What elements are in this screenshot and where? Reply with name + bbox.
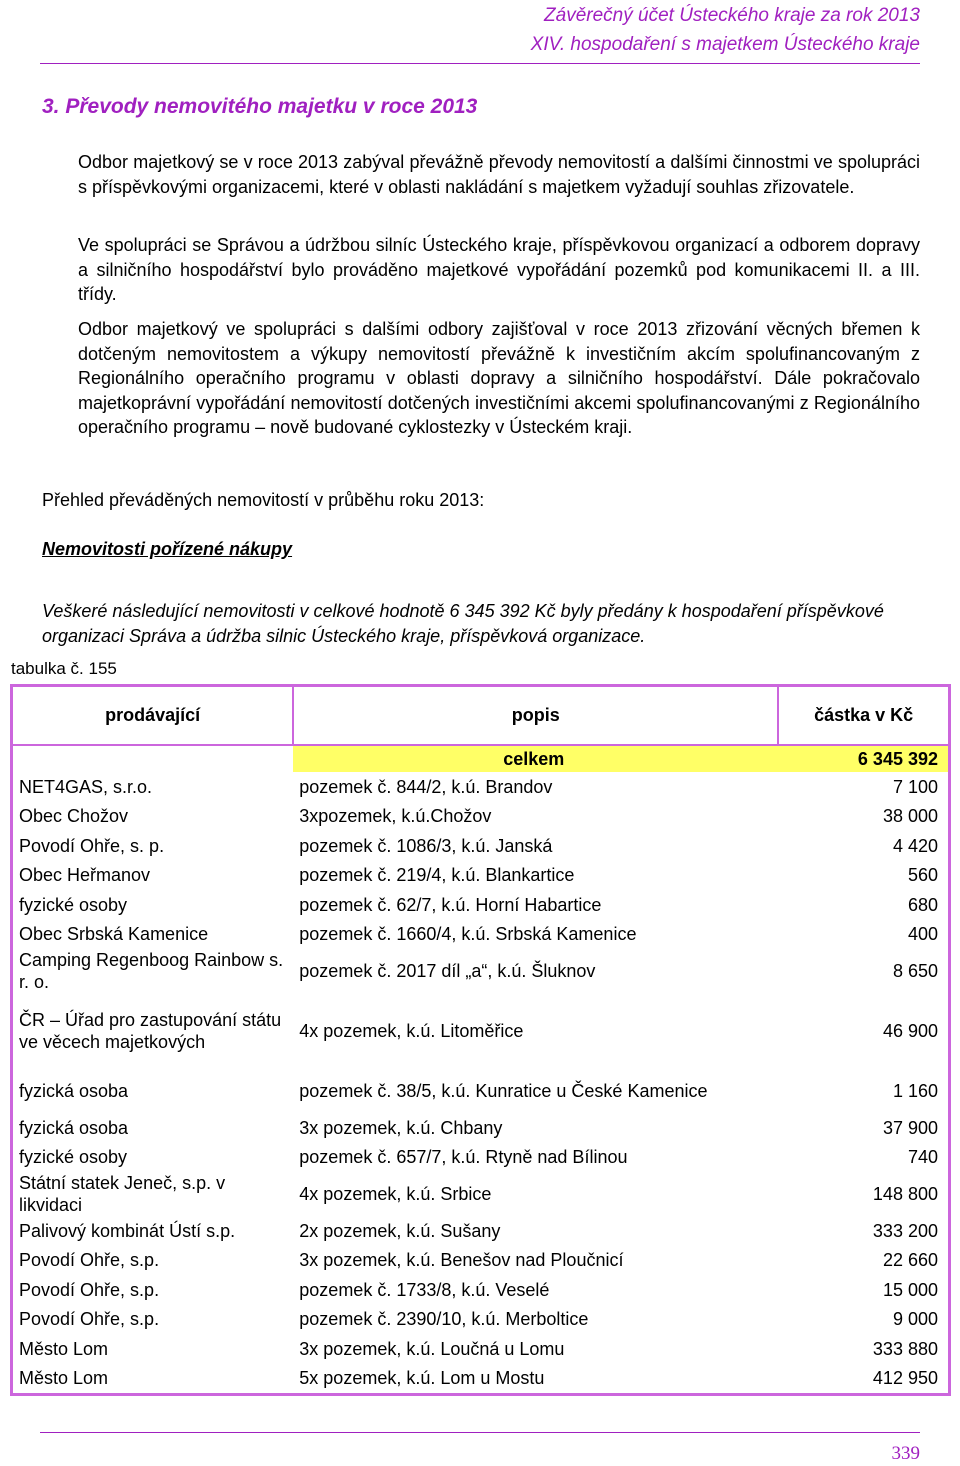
seller-cell: Státní statek Jeneč, s.p. v likvidaci <box>19 1173 226 1215</box>
description-cell: 3x pozemek, k.ú. Benešov nad Ploučnicí <box>299 1250 624 1271</box>
description-cell: pozemek č. 1086/3, k.ú. Janská <box>299 835 553 856</box>
seller-cell: Město Lom <box>19 1368 109 1389</box>
table-row <box>12 1275 950 1305</box>
seller-cell: Povodí Ohře, s. p. <box>19 835 165 856</box>
seller-cell: fyzické osoby <box>19 894 128 915</box>
section-title: 3. Převody nemovitého majetku v roce 2013 <box>42 95 478 118</box>
description-cell: pozemek č. 219/4, k.ú. Blankartice <box>299 865 575 886</box>
description-cell: 3x pozemek, k.ú. Loučná u Lomu <box>299 1338 565 1359</box>
table-label: tabulka č. 155 <box>11 659 117 678</box>
paragraph-3: Odbor majetkový ve spolupráci s dalšími odbory zajišťoval v roce 2013 zřizování věcných břemen k dotčeným nemovitostem a výkupy nemovitostí převážně k investičním akcím spolufinancovaným z Regionálního operačního programu v oblasti dopravy a silničního hospodářství. Dále pokračovalo majetkoprávní vypořádání nemovitostí dotčených investičními akcemi spolufinancovanými z Regionálního operačního programu – nově budované cyklostezky v Ústeckém kraji. <box>78 319 920 437</box>
seller-cell: Obec Srbská Kamenice <box>19 924 209 945</box>
paragraph-2: Ve spolupráci se Správou a údržbou silníc Ústeckého kraje, příspěvkovou organizací a odborem dopravy a silničního hospodářství bylo prováděno majetkové vypořádání pozemků pod komunikacemi II. a III. třídy. <box>78 235 920 304</box>
description-cell: 5x pozemek, k.ú. Lom u Mostu <box>299 1368 545 1389</box>
page-number: 339 <box>891 1443 920 1464</box>
amount-cell: 46 900 <box>882 1021 938 1041</box>
footer-divider <box>40 1432 920 1433</box>
seller-cell: NET4GAS, s.r.o. <box>19 776 153 797</box>
seller-cell: Povodí Ohře, s.p. <box>19 1309 160 1330</box>
table-header-row <box>12 686 950 746</box>
description-cell: pozemek č. 1733/8, k.ú. Veselé <box>299 1279 550 1300</box>
seller-cell: Obec Chožov <box>19 806 129 827</box>
table-row <box>12 1216 950 1246</box>
table-row <box>12 949 950 993</box>
table-total-row <box>12 746 950 772</box>
seller-cell: Město Lom <box>19 1338 109 1359</box>
description-cell: 4x pozemek, k.ú. Litoměřice <box>299 1021 524 1041</box>
header-seller: prodávající <box>12 686 294 746</box>
seller-cell: Obec Heřmanov <box>19 865 151 886</box>
header-chapter-title: XIV. hospodaření s majetkem Ústeckého kraje <box>530 34 920 55</box>
total-empty-cell <box>12 746 294 772</box>
subsection-title: Nemovitosti pořízené nákupy <box>42 539 293 559</box>
seller-cell: ČR – Úřad pro zastupování státu ve věcech majetkových <box>19 1010 282 1052</box>
amount-cell: 680 <box>907 894 938 915</box>
amount-cell: 148 800 <box>872 1184 938 1204</box>
amount-cell: 15 000 <box>882 1279 938 1300</box>
table-row <box>12 1069 950 1113</box>
amount-cell: 38 000 <box>882 806 938 827</box>
description-cell: pozemek č. 2390/10, k.ú. Merboltice <box>299 1309 589 1330</box>
description-cell: pozemek č. 62/7, k.ú. Horní Habartice <box>299 894 602 915</box>
description-cell: pozemek č. 2017 díl „a“, k.ú. Šluknov <box>299 961 596 981</box>
amount-cell: 22 660 <box>882 1250 938 1271</box>
amount-cell: 1 160 <box>892 1081 938 1101</box>
table-row <box>12 920 950 950</box>
amount-cell: 8 650 <box>892 961 938 981</box>
table-row <box>12 1246 950 1276</box>
amount-cell: 400 <box>907 924 938 945</box>
transfers-table <box>10 684 951 1396</box>
amount-cell: 333 200 <box>872 1220 938 1241</box>
table-row <box>12 1305 950 1335</box>
amount-cell: 333 880 <box>872 1338 938 1359</box>
seller-cell: fyzická osoba <box>19 1081 129 1101</box>
header-amount: částka v Kč <box>778 686 949 746</box>
seller-cell: Povodí Ohře, s.p. <box>19 1279 160 1300</box>
table-row <box>12 861 950 891</box>
header-doc-title: Závěrečný účet Ústeckého kraje za rok 2013 <box>544 5 920 26</box>
description-cell: pozemek č. 1660/4, k.ú. Srbská Kamenice <box>299 924 637 945</box>
table-row <box>12 772 950 802</box>
seller-cell: Palivový kombinát Ústí s.p. <box>19 1220 236 1241</box>
overview-text: Přehled převáděných nemovitostí v průběhu roku 2013: <box>42 490 485 510</box>
seller-cell: fyzická osoba <box>19 1117 129 1138</box>
table-row <box>12 1364 950 1395</box>
table-row <box>12 1113 950 1143</box>
description-cell: pozemek č. 844/2, k.ú. Brandov <box>299 776 553 797</box>
table-row <box>12 993 950 1069</box>
description-cell: pozemek č. 38/5, k.ú. Kunratice u České Kamenice <box>299 1081 708 1101</box>
amount-cell: 560 <box>907 865 938 886</box>
description-cell: 3xpozemek, k.ú.Chožov <box>299 806 492 827</box>
header-divider <box>40 63 920 64</box>
amount-cell: 740 <box>907 1147 938 1168</box>
seller-cell: Camping Regenboog Rainbow s. r. o. <box>19 950 284 992</box>
amount-cell: 7 100 <box>892 776 938 797</box>
header-description: popis <box>293 686 778 746</box>
amount-cell: 412 950 <box>872 1368 938 1389</box>
table-row <box>12 1172 950 1216</box>
total-label: celkem <box>293 746 778 772</box>
paragraph-1: Odbor majetkový se v roce 2013 zabýval převážně převody nemovitostí a dalšími činnostmi ve spolupráci s příspěvkovými organizacemi, které v oblasti nakládání s majetkem vyžadují souhlas zřizovatele. <box>78 152 920 197</box>
amount-cell: 37 900 <box>882 1117 938 1138</box>
description-cell: pozemek č. 657/7, k.ú. Rtyně nad Bílinou <box>299 1147 628 1168</box>
amount-cell: 9 000 <box>892 1309 938 1330</box>
transfer-note: Veškeré následující nemovitosti v celkové hodnotě 6 345 392 Kč byly předány k hospodaření příspěvkové organizaci Správa a údržba silnic Ústeckého kraje, příspěvková organizace. <box>42 601 884 646</box>
amount-cell: 4 420 <box>892 835 938 856</box>
total-amount: 6 345 392 <box>778 746 949 772</box>
description-cell: 2x pozemek, k.ú. Sušany <box>299 1220 501 1241</box>
transfers-table-container <box>10 684 951 1396</box>
table-row <box>12 1143 950 1173</box>
seller-cell: fyzické osoby <box>19 1147 128 1168</box>
description-cell: 3x pozemek, k.ú. Chbany <box>299 1117 503 1138</box>
table-body <box>12 745 950 1395</box>
table-row <box>12 890 950 920</box>
seller-cell: Povodí Ohře, s.p. <box>19 1250 160 1271</box>
table-row <box>12 1334 950 1364</box>
table-row <box>12 831 950 861</box>
table-row <box>12 802 950 832</box>
description-cell: 4x pozemek, k.ú. Srbice <box>299 1184 492 1204</box>
